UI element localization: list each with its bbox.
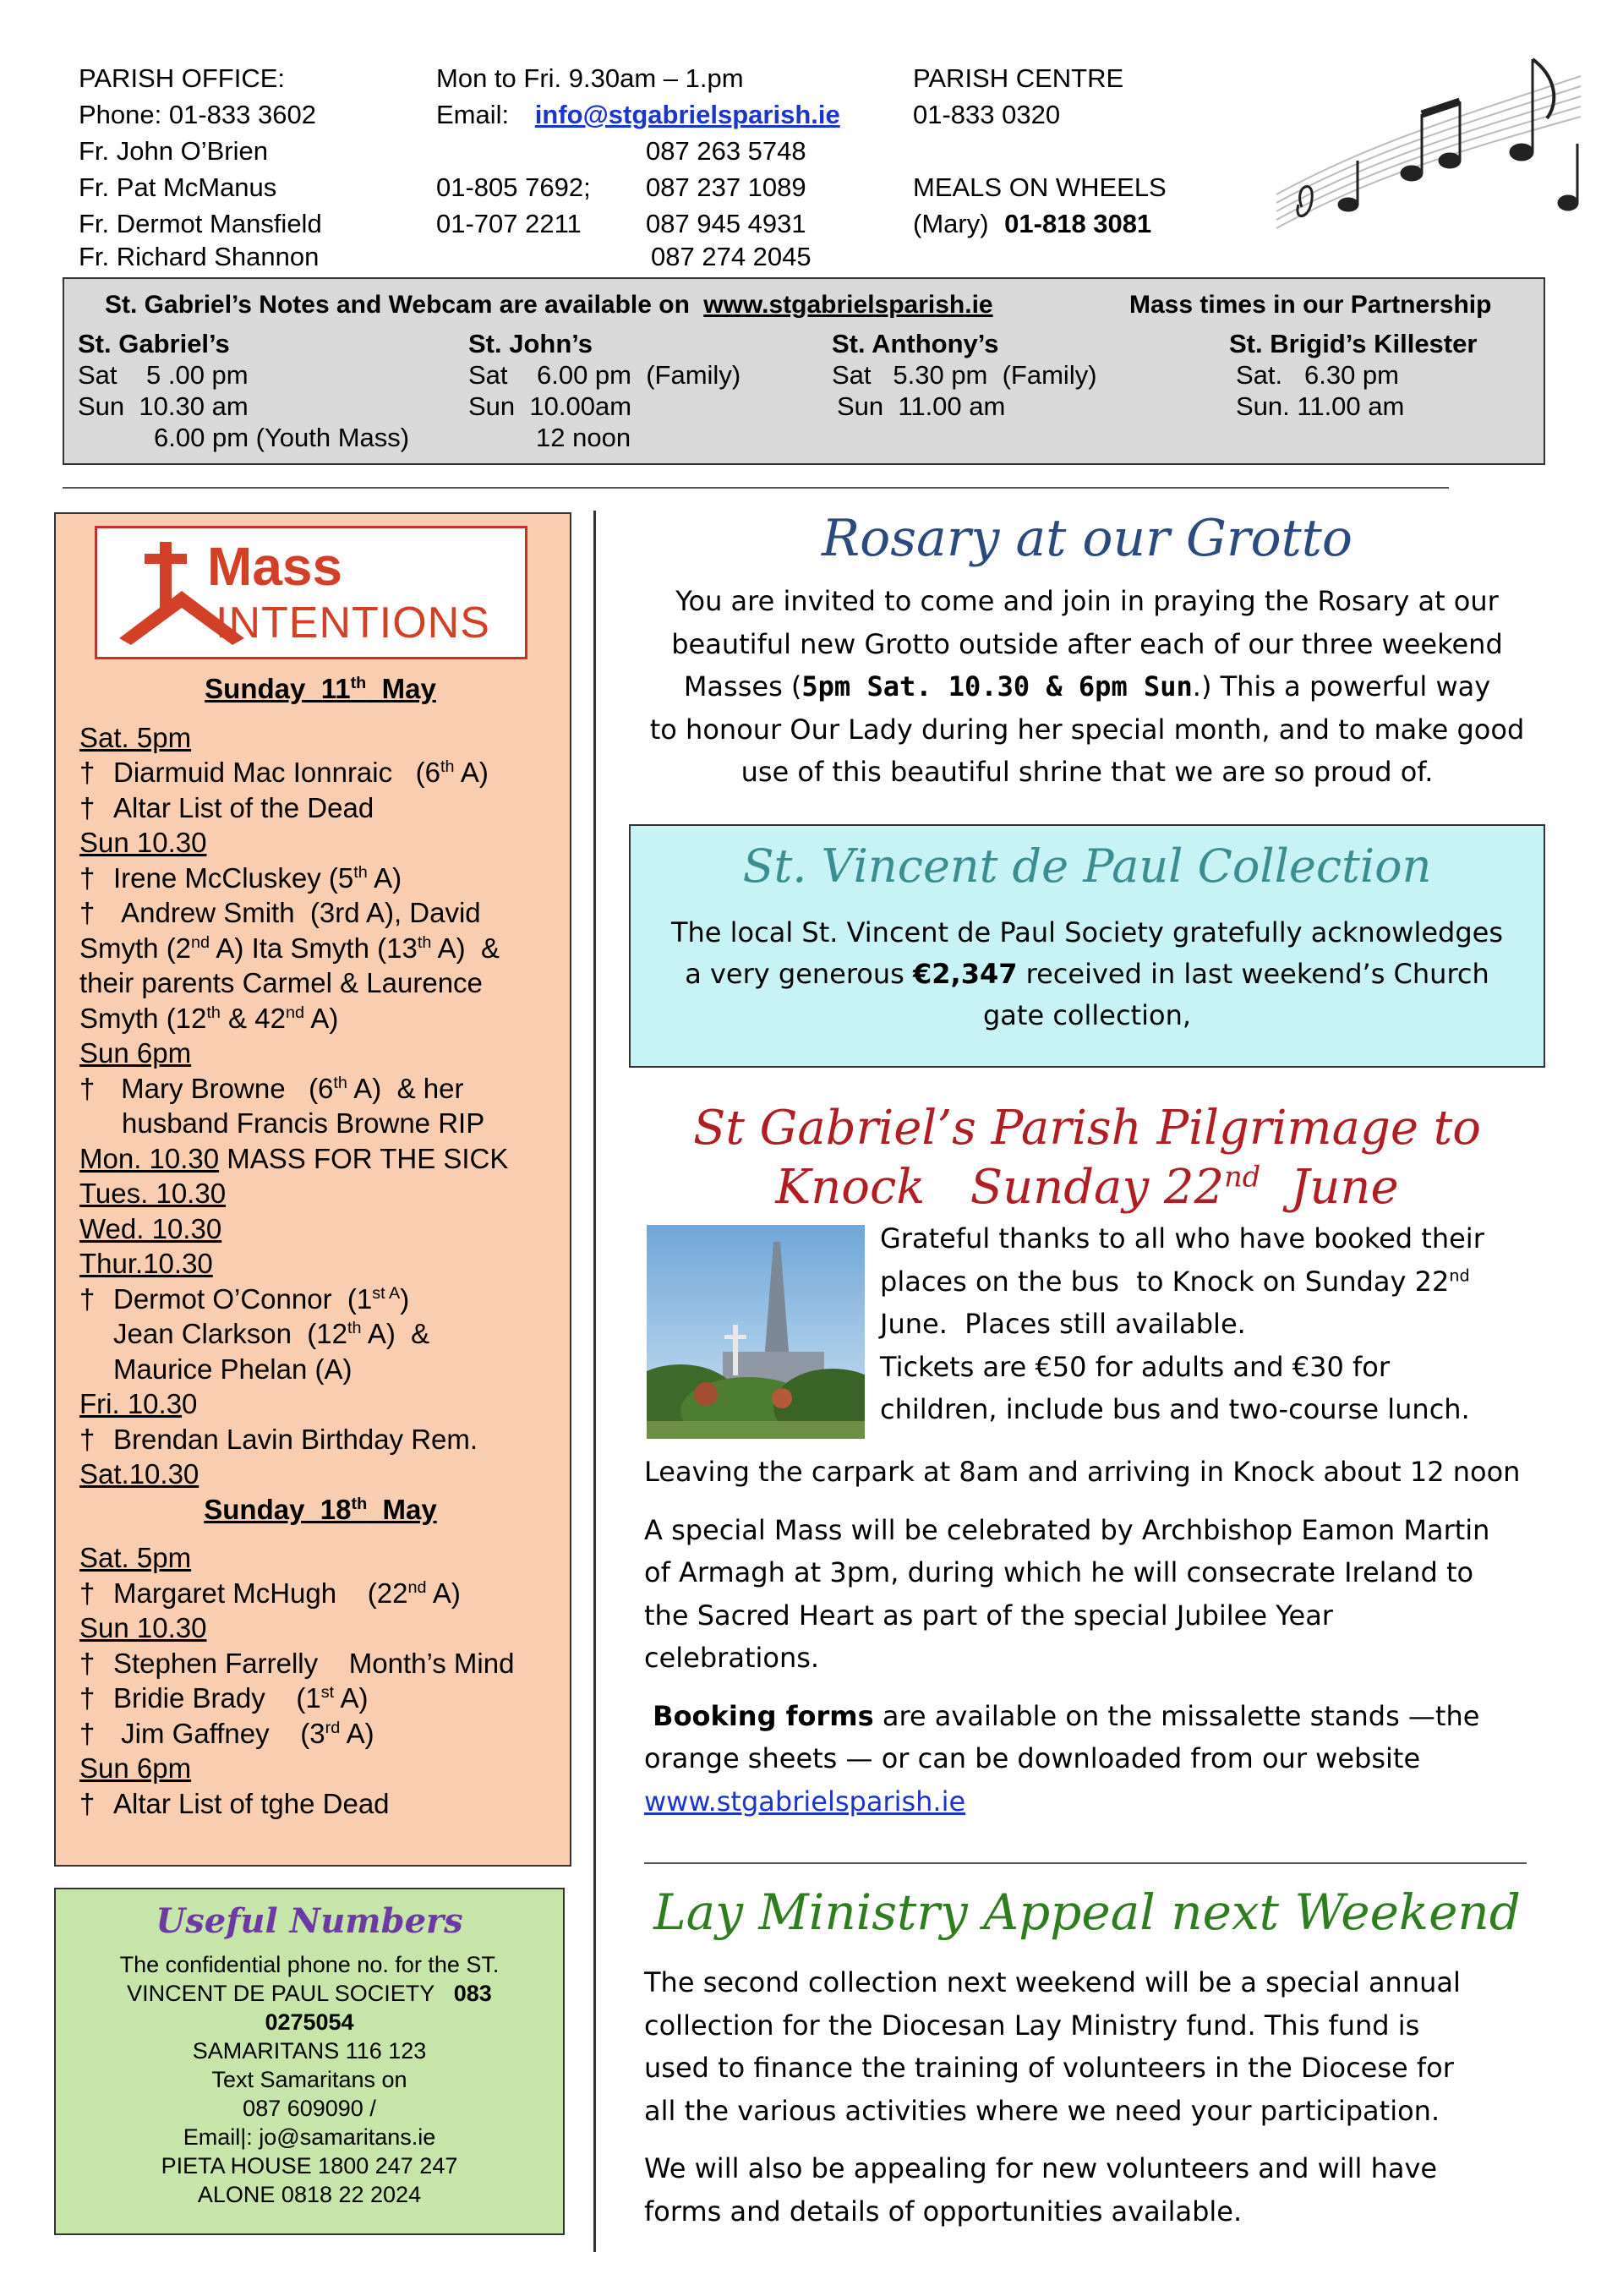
church-st-anthonys xyxy=(832,328,1097,422)
mass-time: Sat 5.30 pm (Family) xyxy=(832,360,1097,390)
music-notes-icon xyxy=(1268,25,1589,245)
intention-item: husband Francis Browne RIP xyxy=(122,1107,485,1139)
intention-day: Sun 10.30 xyxy=(79,827,207,858)
intention-item: † Margaret McHugh (22nd A) xyxy=(79,1577,461,1609)
pilgrimage-leaving: Leaving the carpark at 8am and arriving in Knock about 12 noon xyxy=(644,1456,1521,1488)
meals-on-wheels-label: MEALS ON WHEELS xyxy=(913,172,1167,202)
useful-numbers-title: Useful Numbers xyxy=(156,1901,463,1941)
partnership-title: Mass times in our Partnership xyxy=(1129,291,1492,319)
parish-office-label: PARISH OFFICE: xyxy=(79,63,286,93)
week-heading: Sunday 18th May xyxy=(204,1493,437,1525)
church-name: St. Brigid’s Killester xyxy=(1229,329,1478,358)
priest-mobile: 087 263 5748 xyxy=(646,136,806,166)
church-st-johns xyxy=(468,328,740,453)
mass-time: Sun 10.30 am xyxy=(78,391,249,421)
webcam-notice xyxy=(105,291,993,320)
priest-landline: 01-707 2211 xyxy=(436,209,582,238)
intention-item: Smyth (12th & 42nd A) xyxy=(79,1002,339,1034)
pilgrimage-details: Leaving the carpark at 8am and arriving in Knock about 12 noon A special Mass will be celebrated by Archbishop Eamon Martin of Armagh at 3pm, during which he will consecrate Ireland to the Sacred Heart as part of the special Jubilee Year celebrations. Booking forms are available on the missalette stands —the orange sheets — or can be downloaded from our website www.stgabrielsparish.ie xyxy=(644,1451,1557,1823)
priest-name: Fr. John O’Brien xyxy=(79,136,268,166)
intention-day: Tues. 10.30 xyxy=(79,1178,227,1209)
intention-day: Thur.10.30 xyxy=(79,1248,213,1279)
mass-time: 12 noon xyxy=(536,423,631,452)
intention-item: † Altar List of the Dead xyxy=(79,791,374,823)
pilgrimage-website-link[interactable]: www.stgabrielsparish.ie xyxy=(644,1785,966,1818)
church-st-gabriels xyxy=(78,328,409,453)
pilgrimage-title: St Gabriel’s Parish Pilgrimage to Knock Sunday 22nd June xyxy=(692,1101,1482,1215)
knock-shrine-photo xyxy=(647,1225,865,1439)
intention-item: † Irene McCluskey (5th A) xyxy=(79,861,402,894)
header-divider xyxy=(63,487,1449,489)
mass-time: Sat 5 .00 pm xyxy=(78,360,249,390)
parish-centre-label: PARISH CENTRE xyxy=(913,63,1124,93)
mass-time: Sun 10.00am xyxy=(468,391,632,421)
intention-item: † Jim Gaffney (3rd A) xyxy=(79,1717,374,1749)
week-heading: Sunday 11th May xyxy=(205,673,436,704)
header-col-4 xyxy=(913,61,1167,243)
rosary-title: Rosary at our Grotto xyxy=(821,509,1353,568)
intention-item: † Stephen Farrelly Month’s Mind xyxy=(79,1647,515,1679)
parish-office-phone: Phone: 01-833 3602 xyxy=(79,100,316,129)
webcam-notice-text: St. Gabriel’s Notes and Webcam are available on xyxy=(105,291,690,319)
church-st-brigids xyxy=(1229,328,1477,422)
mass-intentions-logo xyxy=(95,526,527,659)
priest-landline: 01-805 7692; xyxy=(436,172,591,202)
email-link[interactable]: info@stgabrielsparish.ie xyxy=(534,100,840,129)
mass-time: 6.00 pm (Youth Mass) xyxy=(154,423,410,452)
intention-item: their parents Carmel & Laurence xyxy=(79,967,483,998)
useful-line: Text Samaritans on xyxy=(211,2067,407,2092)
intention-day: Wed. 10.30 xyxy=(79,1212,222,1244)
mass-time: Sun 11.00 am xyxy=(837,391,1006,421)
priest-mobile: 087 274 2045 xyxy=(651,242,812,271)
intention-item: † Andrew Smith (3rd A), David xyxy=(79,897,481,928)
priest-mobile: 087 237 1089 xyxy=(646,172,806,202)
header-col-1 xyxy=(79,61,322,276)
intention-day: Fri. 10.30 xyxy=(79,1388,198,1419)
intention-day: Sat. 5pm xyxy=(79,721,192,753)
intention-item: Smyth (2nd A) Ita Smyth (13th A) & xyxy=(79,932,500,964)
mass-time: Sun. 11.00 am xyxy=(1236,391,1405,421)
intention-day: Sat.10.30 xyxy=(79,1458,199,1490)
meals-phone: 01-818 3081 xyxy=(1004,209,1152,238)
intention-item: † Mary Browne (6th A) & her xyxy=(79,1072,464,1104)
office-hours: Mon to Fri. 9.30am – 1.pm xyxy=(436,63,744,93)
useful-line: The confidential phone no. for the ST. xyxy=(119,1952,500,1977)
mass-time: Sat. 6.30 pm xyxy=(1236,360,1399,390)
priest-name: Fr. Dermot Mansfield xyxy=(79,209,322,238)
section-divider xyxy=(644,1862,1527,1864)
intention-item: † Bridie Brady (1st A) xyxy=(79,1682,369,1714)
useful-line: PIETA HOUSE 1800 247 247 xyxy=(161,2153,458,2178)
parish-centre-phone: 01-833 0320 xyxy=(913,100,1061,129)
intentions-list xyxy=(79,671,561,1821)
intention-item: Jean Clarkson (12th A) & xyxy=(113,1318,430,1349)
intention-item: † Brendan Lavin Birthday Rem. xyxy=(79,1423,478,1455)
logo-word-intentions: INTENTIONS xyxy=(216,599,490,648)
lay-ministry-title: Lay Ministry Appeal next Weekend xyxy=(653,1883,1521,1941)
priest-name: Fr. Richard Shannon xyxy=(79,242,320,271)
intention-item: † Diarmuid Mac Ionnraic (6th A) xyxy=(79,757,489,788)
header-col-3 xyxy=(646,134,812,276)
intention-item: † Altar List of tghe Dead xyxy=(79,1787,390,1819)
svdp-box xyxy=(629,824,1545,1068)
mass-time: Sat 6.00 pm (Family) xyxy=(468,360,741,390)
useful-line: VINCENT DE PAUL SOCIETY 083 xyxy=(127,1981,492,2006)
useful-line: 087 609090 / xyxy=(243,2096,376,2121)
meals-contact: (Mary) xyxy=(913,209,989,238)
lay-ministry-text: The second collection next weekend will be a special annual collection for the Diocesan Lay Ministry fund. This fund is used to finance the training of volunteers in the Diocese for all the various activities where we need your participation. We will also be appealing for new volunteers and will have forms and details of opportunities available. xyxy=(644,1966,1461,2228)
intention-day: Sat. 5pm xyxy=(79,1542,192,1573)
useful-numbers-panel xyxy=(54,1888,565,2235)
intention-day: Sun 10.30 xyxy=(79,1612,207,1643)
logo-word-mass: Mass xyxy=(207,536,343,597)
useful-line: 0275054 xyxy=(265,2009,354,2035)
useful-line: ALONE 0818 22 2024 xyxy=(197,2182,422,2207)
mass-intentions-panel xyxy=(54,512,571,1867)
intention-day: Sun 6pm xyxy=(79,1752,192,1784)
svdp-title: St. Vincent de Paul Collection xyxy=(742,839,1432,893)
email-label: Email: xyxy=(436,100,510,129)
church-name: St. John’s xyxy=(468,329,593,358)
intention-day: Mon. 10.30 MASS FOR THE SICK xyxy=(79,1142,509,1174)
priest-name: Fr. Pat McManus xyxy=(79,172,277,202)
pilgrimage-booking-intro: Grateful thanks to all who have booked their places on the bus to Knock on Sunday 22nd June. Places still available. Tickets are €50 for adults and €30 for children, include bus and two-course lunch. xyxy=(880,1222,1484,1425)
church-name: St. Anthony’s xyxy=(832,329,999,358)
mass-times-box xyxy=(63,277,1545,465)
priest-mobile: 087 945 4931 xyxy=(646,209,806,238)
intention-day: Sun 6pm xyxy=(79,1037,192,1069)
intention-item: † Dermot O’Connor $(1^{st A})$ xyxy=(79,1282,410,1315)
column-divider xyxy=(593,511,596,2252)
website-link[interactable]: www.stgabrielsparish.ie xyxy=(703,291,993,319)
intention-item: Maurice Phelan (A) xyxy=(113,1353,352,1385)
useful-line: SAMARITANS 116 123 xyxy=(192,2038,427,2064)
rosary-text: You are invited to come and join in praying the Rosary at our beautiful new Grotto outside after each of our three weekend Masses (5pm Sat. 10.30 & 6pm Sun.) This a powerful way to honour Our Lady during her special month, and to make good use of this beautiful shrine that we are so proud of. xyxy=(649,585,1525,788)
church-name: St. Gabriel’s xyxy=(78,329,230,358)
useful-line: Email|: jo@samaritans.ie xyxy=(183,2124,436,2150)
svdp-text: The local St. Vincent de Paul Society gratefully acknowledges a very generous €2,347 received in last weekend’s Church gate collection, xyxy=(670,916,1504,1031)
